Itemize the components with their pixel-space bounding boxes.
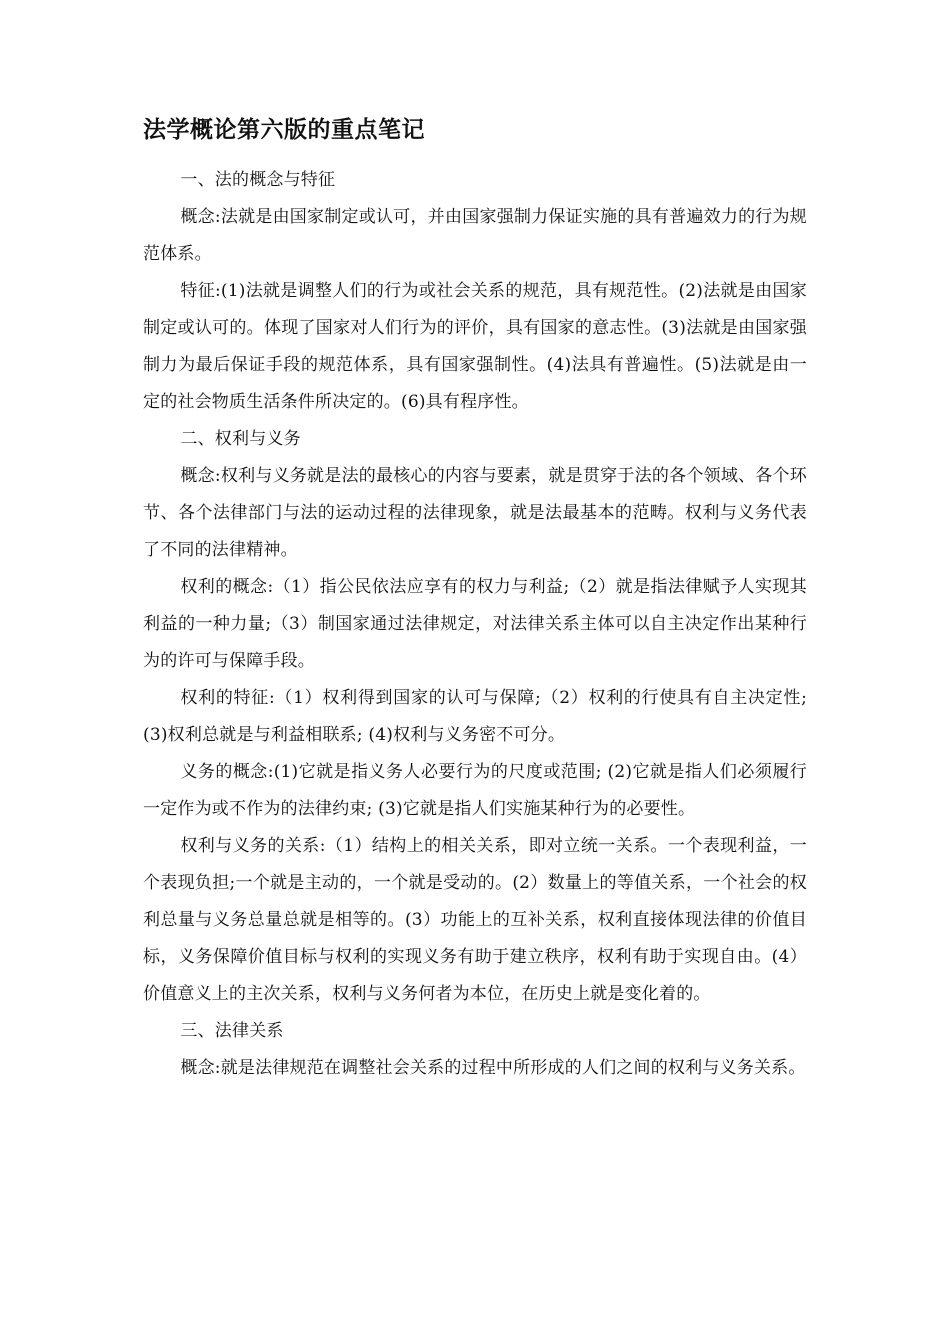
- paragraph-rights-features: 权利的特征:（1）权利得到国家的认可与保障;（2）权利的行使具有自主决定性; (3)权利总就是与利益相联系; (4)权利与义务密不可分。: [143, 688, 807, 745]
- document-page: [143, 112, 807, 1087]
- paragraph-legal-relation-concept: 概念:就是法律规范在调整社会关系的过程中所形成的人们之间的权利与义务关系。: [180, 1058, 806, 1078]
- section-heading-3: 三、法律关系: [180, 1021, 284, 1041]
- paragraph-law-features: 特征:(1)法就是调整人们的行为或社会关系的规范，具有规范性。(2)法就是由国家制定或认可的。体现了国家对人们行为的评价，具有国家的意志性。(3)法就是由国家强制力为最后保证手段的规范体系，具有国家强制性。(4)法具有普遍性。(5)法就是由一定的社会物质生活条件所决定的。(6)具有程序性。: [143, 281, 807, 412]
- document-title: 法学概论第六版的重点笔记: [143, 117, 425, 143]
- paragraph-law-concept: 概念:法就是由国家制定或认可，并由国家强制力保证实施的具有普遍效力的行为规范体系。: [143, 207, 807, 264]
- section-heading-1: 一、法的概念与特征: [180, 170, 336, 190]
- paragraph-rights-concept: 权利的概念:（1）指公民依法应享有的权力与利益;（2）就是指法律赋予人实现其利益的一种力量;（3）制国家通过法律规定，对法律关系主体可以自主决定作出某种行为的许可与保障手段。: [143, 577, 807, 671]
- paragraph-duties-concept: 义务的概念:(1)它就是指义务人必要行为的尺度或范围; (2)它就是指人们必须履行一定作为或不作为的法律约束; (3)它就是指人们实施某种行为的必要性。: [143, 762, 807, 819]
- section-heading-2: 二、权利与义务: [180, 429, 301, 449]
- paragraph-rights-duties-concept: 概念:权利与义务就是法的最核心的内容与要素，就是贯穿于法的各个领域、各个环节、各个法律部门与法的运动过程的法律现象，就是法最基本的范畴。权利与义务代表了不同的法律精神。: [143, 466, 807, 560]
- paragraph-rights-duties-relation: 权利与义务的关系:（1）结构上的相关关系，即对立统一关系。一个表现利益，一个表现负担;一个就是主动的，一个就是受动的。(2）数量上的等值关系，一个社会的权利总量与义务总量总就是相等的。(3）功能上的互补关系，权利直接体现法律的价值目标，义务保障价值目标与权利的实现义务有助于建立秩序，权利有助于实现自由。(4）价值意义上的主次关系，权利与义务何者为本位，在历史上就是变化着的。: [143, 836, 807, 1004]
